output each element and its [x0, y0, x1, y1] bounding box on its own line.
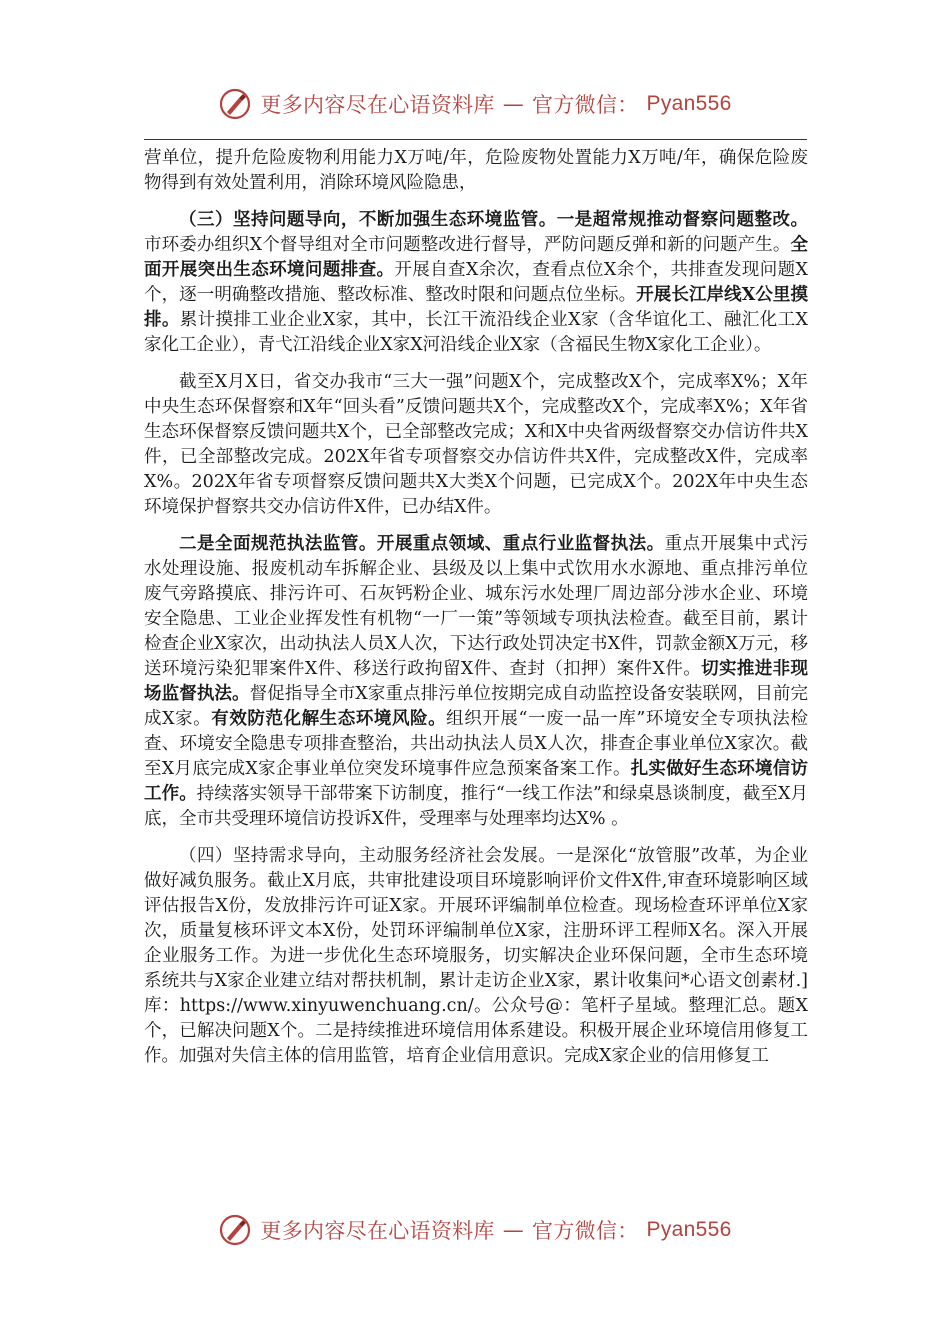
- footer-wechat-id: Pyan556: [646, 1218, 732, 1241]
- page-header: [0, 84, 950, 124]
- paragraph-4: 二是全面规范执法监管。开展重点领域、重点行业监督执法。重点开展集中式污水处理设施、报废机动车拆解企业、县级及以上集中式饮用水水源地、重点排污单位废气旁路摸底、排污许可、石灰钙粉企业、城东污水处理厂周边部分涉水企业、环境安全隐患、工业企业挥发性有机物“一厂一策”等领域专项执法检查。截至目前，累计检查企业X家次，出动执法人员X人次，下达行政处罚决定书X件，罚款金额X万元，移送环境污染犯罪案件X件、移送行政拘留X件、查封（扣押）案件X件。切实推进非现场监督执法。督促指导全市X家重点排污单位按期完成自动监控设备安装联网，目前完成X家。有效防范化解生态环境风险。组织开展“一废一品一库”环境安全专项执法检查、环境安全隐患专项排查整治，共出动执法人员X人次，排查企事业单位X家次。截至X月底完成X家企事业单位突发环境事件应急预案备案工作。扎实做好生态环境信访工作。持续落实领导干部带案下访制度，推行“一线工作法”和绿桌恳谈制度，截至X月底，全市共受理环境信访投诉X件，受理率与处理率均达X% 。: [144, 534, 809, 829]
- pen-circle-icon: [218, 87, 252, 121]
- footer-title: 更多内容尽在心语资料库: [260, 1219, 495, 1243]
- paragraph-2: （三）坚持问题导向，不断加强生态环境监管。一是超常规推动督察问题整改。市环委办组织X个督导组对全市问题整改进行督导，严防问题反弹和新的问题产生。全面开展突出生态环境问题排查。开展自查X余次，查看点位X余个，共排查发现问题X个，逐一明确整改措施、整改标准、整改时限和问题点位坐标。开展长江岸线X公里摸排。累计摸排工业企业X家，其中，长江干流沿线企业X家（含华谊化工、融汇化工X家化工企业），青弋江沿线企业X家X河沿线企业X家（含福民生物X家化工企业）。: [144, 210, 809, 355]
- header-title: 更多内容尽在心语资料库: [260, 93, 495, 117]
- heading-section-3: （三）坚持问题导向，不断加强生态环境监管。一是超常规推动督察问题整改。: [179, 210, 808, 230]
- footer-wechat-label: 官方微信：: [532, 1219, 639, 1243]
- paragraph-5: （四）坚持需求导向，主动服务经济社会发展。一是深化“放管服”改革，为企业做好减负服务。截止X月底，共审批建设项目环境影响评价文件X件,审查环境影响区域评估报告X份，发放排污许可证X家。开展环评编制单位检查。现场检查环评单位X家次，质量复核环评文本X份，处罚环评编制单位X家，注册环评工程师X名。深入开展企业服务工作。为进一步优化生态环境服务，切实解决企业环保问题，全市生态环境系统共与X家企业建立结对帮扶机制，累计走访企业X家，累计收集问*心语文创素材.]库：https://www.xinyuwenchuang.cn/。公众号@：笔杆子星域。整理汇总。题X个，已解决问题X个。二是持续推进环境信用体系建设。积极开展企业环境信用修复工作。加强对失信主体的信用监管，培育企业信用意识。完成X家企业的信用修复工: [144, 846, 808, 1066]
- paragraph-1: 营单位，提升危险废物利用能力X万吨/年，危险废物处置能力X万吨/年，确保危险废物得到有效处置利用，消除环境风险隐患，: [144, 148, 808, 193]
- page-footer: [0, 1210, 950, 1250]
- document-body: [144, 146, 808, 1081]
- header-wechat-label: 官方微信：: [532, 93, 639, 117]
- pen-circle-icon: [218, 1213, 252, 1247]
- paragraph-3: 截至X月X日，省交办我市“三大一强”问题X个，完成整改X个，完成率X%；X年中央生态环保督察和X年“回头看”反馈问题共X个，完成整改X个，完成率X%；X年省生态环保督察反馈问题共X个，已全部整改完成；X和X中央省两级督察交办信访件共X件，已全部整改完成。202X年省专项督察交办信访件共X件，完成整改X件，完成率X%。202X年省专项督察反馈问题共X大类X个问题，已完成X个。202X年中央生态环境保护督察共交办信访件X件，已办结X件。: [144, 372, 808, 517]
- header-divider: [144, 139, 807, 140]
- header-wechat-id: Pyan556: [646, 92, 732, 115]
- footer-dash: —: [502, 1218, 525, 1242]
- header-dash: —: [502, 92, 525, 116]
